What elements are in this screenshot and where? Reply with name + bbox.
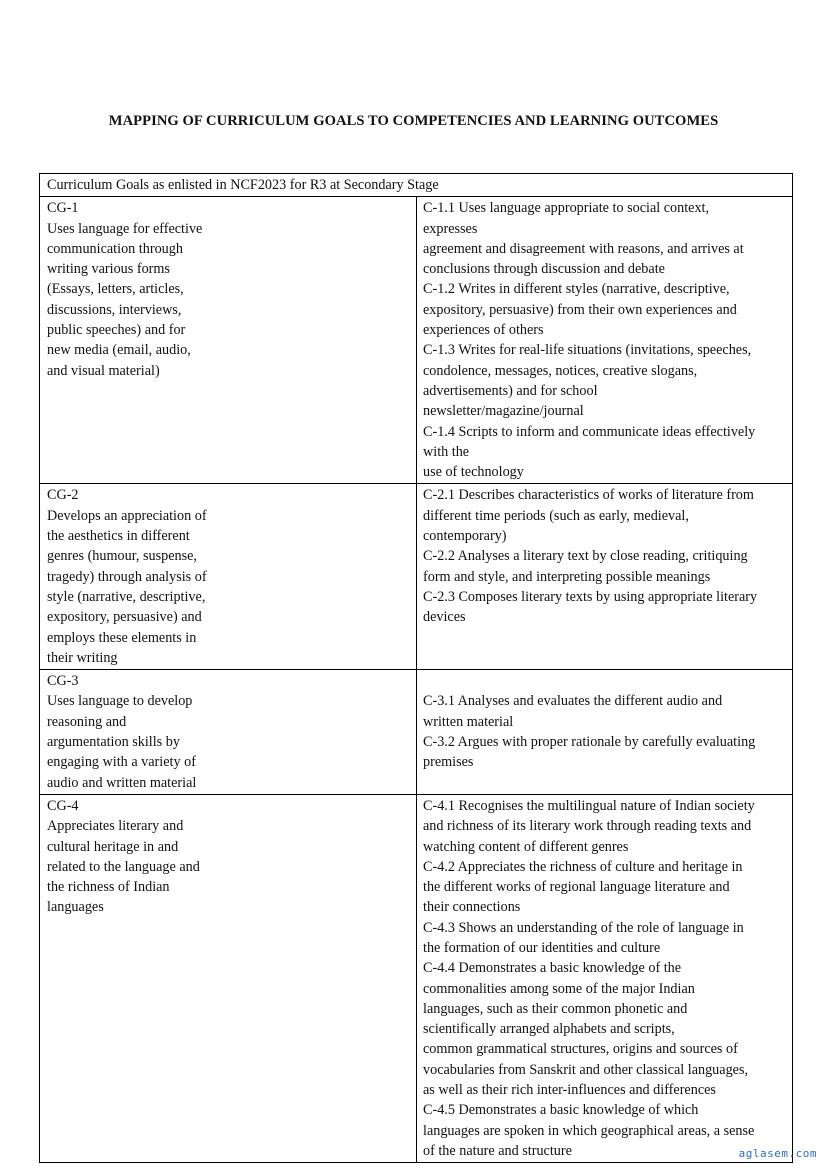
competency-cell [417, 670, 793, 795]
competency-line: C-3.1 Analyses and evaluates the different audio and [423, 693, 723, 710]
competency-line: C-2.2 Analyses a literary text by close reading, critiquing [423, 548, 748, 565]
competency-line: C-4.5 Demonstrates a basic knowledge of which [423, 1102, 699, 1119]
goal-text-line: related to the language and [47, 858, 200, 875]
competency-line: newsletter/magazine/journal [423, 403, 584, 420]
competency-line: with the [423, 443, 470, 460]
goal-text-line: engaging with a variety of [47, 754, 196, 771]
competency-line: expository, persuasive) from their own experiences and [423, 301, 737, 318]
goal-id: CG-3 [47, 673, 79, 690]
competency-line: devices [423, 609, 466, 626]
competency-line: condolence, messages, notices, creative slogans, [423, 362, 698, 379]
competency-line: their connections [423, 899, 521, 916]
competency-line: conclusions through discussion and debate [423, 261, 665, 278]
goal-cell [40, 197, 417, 484]
competency-line: C-4.3 Shows an understanding of the role of language in [423, 919, 744, 936]
goal-text-line: Uses language to develop [47, 693, 193, 710]
goal-text-line: tragedy) through analysis of [47, 568, 207, 585]
competency-line: languages are spoken in which geographical areas, a sense [423, 1122, 755, 1139]
goal-text-line: reasoning and [47, 713, 127, 730]
goal-id: CG-4 [47, 797, 79, 814]
goal-text-line: audio and written material [47, 774, 197, 791]
competency-line: form and style, and interpreting possible meanings [423, 568, 711, 585]
goal-text-line: Uses language for effective [47, 220, 203, 237]
competency-line: different time periods (such as early, medieval, [423, 507, 689, 524]
competency-line: the different works of regional language literature and [423, 879, 730, 896]
goal-text-line: new media (email, audio, [47, 342, 191, 359]
competency-line: and richness of its literary work through reading texts and [423, 818, 752, 835]
competency-cell [417, 484, 793, 670]
goal-cell [40, 794, 417, 1162]
goal-text-line: public speeches) and for [47, 322, 186, 339]
goal-text-line: Develops an appreciation of [47, 507, 207, 524]
competency-line: expresses [423, 220, 478, 237]
goal-id: CG-2 [47, 487, 79, 504]
competency-cell [417, 794, 793, 1162]
goal-text-line: cultural heritage in and [47, 838, 179, 855]
goal-text-line: Appreciates literary and [47, 818, 184, 835]
competency-line: scientifically arranged alphabets and scripts, [423, 1021, 675, 1038]
goal-cell [40, 484, 417, 670]
competency-line: C-4.2 Appreciates the richness of culture and heritage in [423, 858, 743, 875]
goal-text-line: the aesthetics in different [47, 528, 190, 545]
goal-text-line: (Essays, letters, articles, [47, 281, 184, 298]
table-row [40, 197, 793, 484]
table-row [40, 670, 793, 795]
blank-line [423, 671, 786, 691]
goal-text-line: employs these elements in [47, 629, 197, 646]
competency-line: advertisements) and for school [423, 382, 598, 399]
competency-line: C-2.3 Composes literary texts by using appropriate literary [423, 588, 758, 605]
competency-line: C-1.3 Writes for real-life situations (invitations, speeches, [423, 342, 752, 359]
table-header-row [40, 174, 793, 197]
competency-line: languages, such as their common phonetic and [423, 1000, 688, 1017]
competency-line: of the nature and structure [423, 1142, 572, 1159]
competency-line: common grammatical structures, origins and sources of [423, 1041, 738, 1058]
table-row [40, 484, 793, 670]
goal-text-line: their writing [47, 649, 118, 666]
competency-line: C-2.1 Describes characteristics of works of literature from [423, 487, 754, 504]
competency-line: C-1.2 Writes in different styles (narrative, descriptive, [423, 281, 730, 298]
competency-line: vocabularies from Sanskrit and other classical languages, [423, 1061, 749, 1078]
competency-line: C-4.1 Recognises the multilingual nature of Indian society [423, 797, 755, 814]
page-title: MAPPING OF CURRICULUM GOALS TO COMPETENCIES AND LEARNING OUTCOMES [108, 113, 719, 129]
goal-text-line: communication through [47, 240, 183, 257]
competency-line: contemporary) [423, 528, 507, 545]
goal-text-line: discussions, interviews, [47, 301, 182, 318]
table-header-cell: Curriculum Goals as enlisted in NCF2023 for R3 at Secondary Stage [40, 174, 793, 197]
goal-text-line: writing various forms [47, 261, 170, 278]
goal-text-line: languages [47, 899, 104, 916]
goal-text-line: style (narrative, descriptive, [47, 588, 206, 605]
goal-cell [40, 670, 417, 795]
competency-line: watching content of different genres [423, 838, 629, 855]
competency-line: C-3.2 Argues with proper rationale by carefully evaluating [423, 734, 756, 751]
competency-line: experiences of others [423, 322, 544, 339]
competency-line: C-1.4 Scripts to inform and communicate ideas effectively [423, 423, 756, 440]
competency-cell [417, 197, 793, 484]
site-watermark: aglasem.com [738, 1147, 817, 1160]
competency-line: the formation of our identities and culture [423, 939, 661, 956]
competency-line: premises [423, 754, 474, 771]
curriculum-mapping-table [39, 173, 793, 1163]
goal-text-line: genres (humour, suspense, [47, 548, 197, 565]
goal-text-line: argumentation skills by [47, 734, 180, 751]
competency-line: as well as their rich inter-influences and differences [423, 1082, 716, 1099]
goal-text-line: and visual material) [47, 362, 160, 379]
competency-line: C-4.4 Demonstrates a basic knowledge of the [423, 960, 682, 977]
goal-text-line: expository, persuasive) and [47, 609, 202, 626]
table-row [40, 794, 793, 1162]
competency-line: commonalities among some of the major Indian [423, 980, 695, 997]
goal-text-line: the richness of Indian [47, 879, 170, 896]
competency-line: C-1.1 Uses language appropriate to social context, [423, 200, 710, 217]
competency-line: written material [423, 713, 514, 730]
competency-line: agreement and disagreement with reasons, and arrives at [423, 240, 744, 257]
competency-line: use of technology [423, 464, 524, 481]
goal-id: CG-1 [47, 200, 79, 217]
